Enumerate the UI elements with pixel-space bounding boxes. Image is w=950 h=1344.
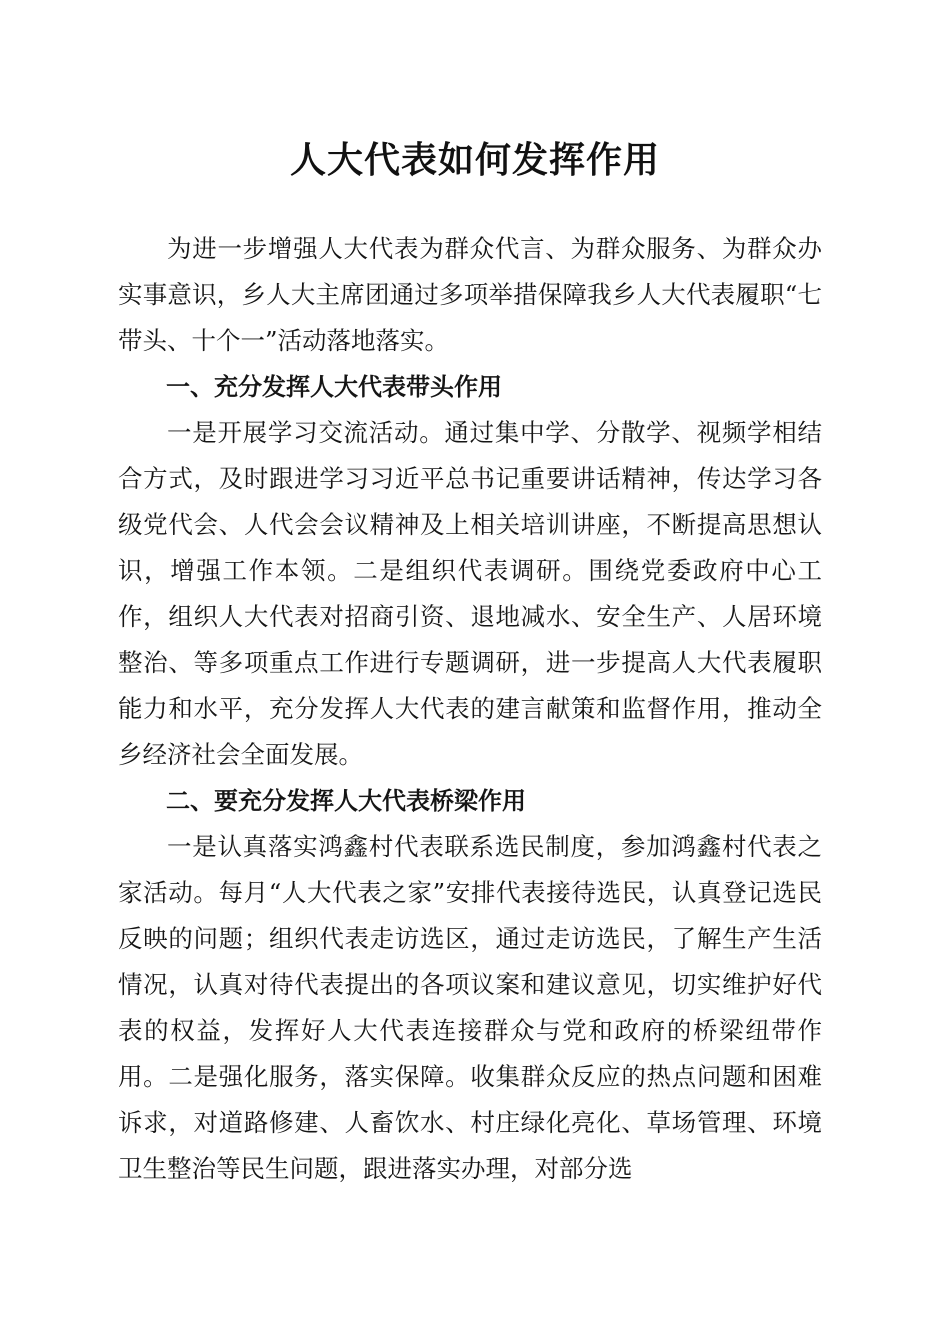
document-body <box>118 226 822 1192</box>
section-1-heading: 一、充分发挥人大代表带头作用 <box>166 373 502 401</box>
intro-paragraph: 为进一步增强人大代表为群众代言、为群众服务、为群众办实事意识，乡人大主席团通过多项举措保障我乡人大代表履职“七带头、十个一”活动落地落实。 <box>118 234 822 355</box>
section-2-heading: 二、要充分发挥人大代表桥梁作用 <box>166 787 526 815</box>
document-title: 人大代表如何发挥作用 <box>289 139 660 181</box>
section-1-paragraph: 一是开展学习交流活动。通过集中学、分散学、视频学相结合方式，及时跟进学习习近平总书记重要讲话精神，传达学习各级党代会、人代会会议精神及上相关培训讲座，不断提高思想认识，增强工作本领。二是组织代表调研。围绕党委政府中心工作，组织人大代表对招商引资、退地减水、安全生产、人居环境整治、等多项重点工作进行专题调研，进一步提高人大代表履职能力和水平，充分发挥人大代表的建言献策和监督作用，推动全乡经济社会全面发展。 <box>118 418 822 769</box>
section-2-paragraph: 一是认真落实鸿鑫村代表联系选民制度，参加鸿鑫村代表之家活动。每月“人大代表之家”安排代表接待选民，认真登记选民反映的问题；组织代表走访选区，通过走访选民，了解生产生活情况，认真对待代表提出的各项议案和建议意见，切实维护好代表的权益，发挥好人大代表连接群众与党和政府的桥梁纽带作用。二是强化服务，落实保障。收集群众反应的热点问题和困难诉求，对道路修建、人畜饮水、村庄绿化亮化、草场管理、环境卫生整治等民生问题，跟进落实办理，对部分选 <box>118 832 822 1183</box>
